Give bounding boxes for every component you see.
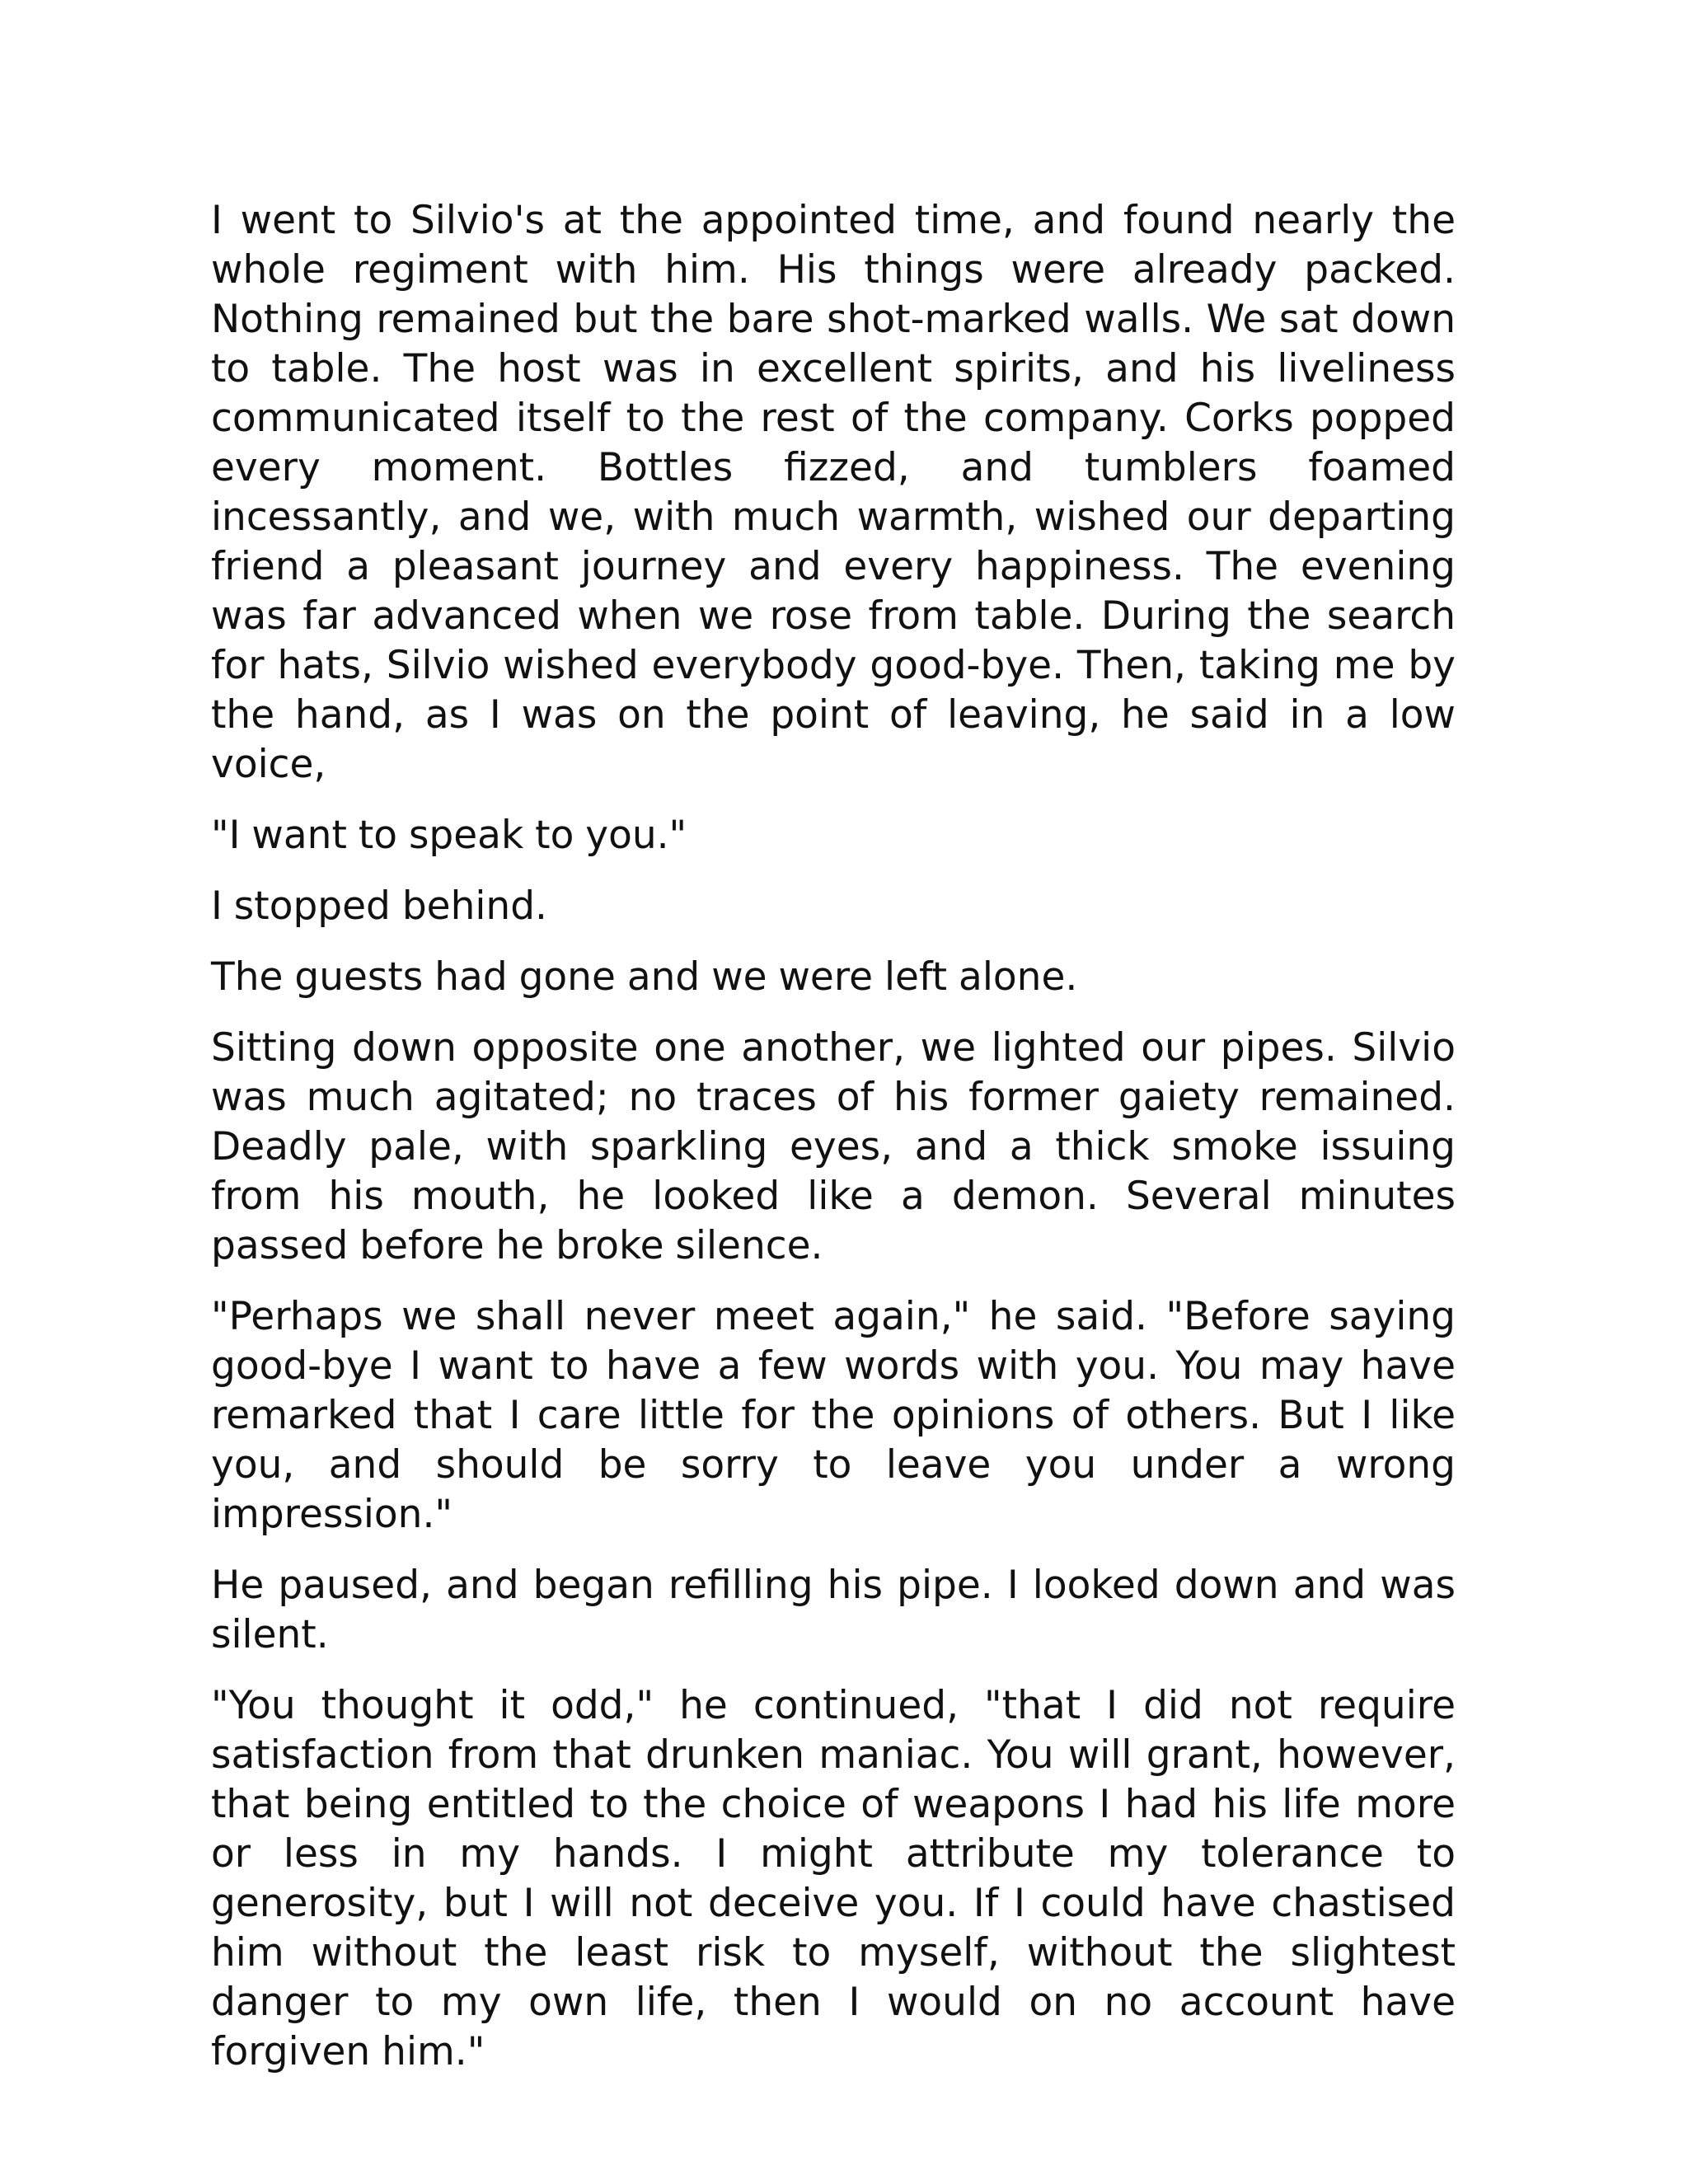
text-column xyxy=(211,196,1456,2098)
paragraph: Sitting down opposite one another, we lighted our pipes. Silvio was much agitated; no traces of his former gaiety remained. Deadly pale, with sparkling eyes, and a thick smoke issuing from his mouth, he looked like a demon. Several minutes passed before he broke silence. xyxy=(211,1025,1456,1268)
paragraph: He paused, and began refilling his pipe. I looked down and was silent. xyxy=(211,1563,1456,1657)
paragraph: "Perhaps we shall never meet again," he said. "Before saying good-bye I want to have a few words with you. You may have remarked that I care little for the opinions of others. But I like you, and should be sorry to leave you under a wrong impression." xyxy=(211,1294,1456,1537)
paragraph: "I want to speak to you." xyxy=(211,813,687,858)
paragraph: I went to Silvio's at the appointed time, and found nearly the whole regiment with him. His things were already packed. Nothing remained but the bare shot-marked walls. We sat down to table. The host was in excellent spirits, and his liveliness communicated itself to the rest of the company. Corks popped every moment. Bottles fizzed, and tumblers foamed incessantly, and we, with much warmth, wished our departing friend a pleasant journey and every happiness. The evening was far advanced when we rose from table. During the search for hats, Silvio wished everybody good-bye. Then, taking me by the hand, as I was on the point of leaving, he said in a low voice, xyxy=(211,198,1456,787)
paragraph: I stopped behind. xyxy=(211,883,547,929)
paragraph: "You thought it odd," he continued, "that I did not require satisfaction from that drunken maniac. You will grant, however, that being entitled to the choice of weapons I had his life more or less in my hands. I might attribute my tolerance to generosity, but I will not deceive you. If I could have chastised him without the least risk to myself, without the slightest danger to my own life, then I would on no account have forgiven him." xyxy=(211,1683,1456,2074)
paragraph: The guests had gone and we were left alone. xyxy=(211,954,1078,1000)
